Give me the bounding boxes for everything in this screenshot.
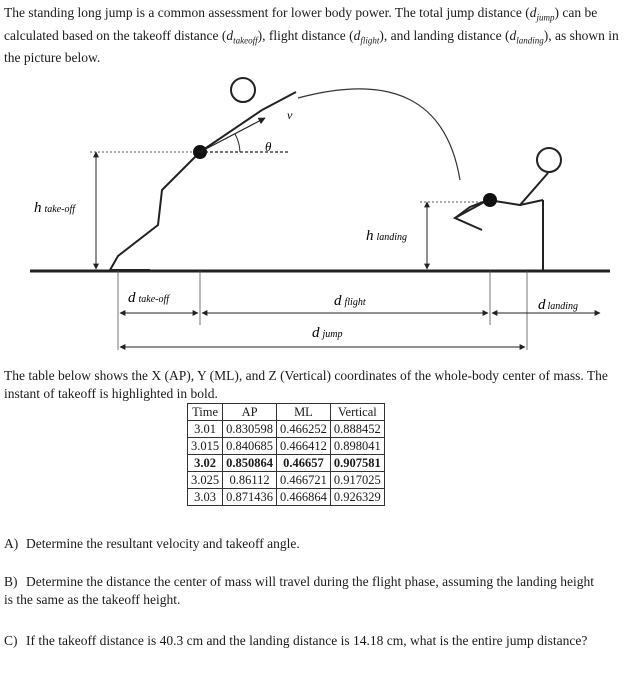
question-a-text: Determine the resultant velocity and takeoff angle. (26, 536, 300, 551)
question-b (4, 573, 604, 609)
table-cell: 3.01 (188, 421, 223, 438)
theta-label: θ (265, 139, 272, 154)
table-header-cell: Vertical (330, 404, 384, 421)
table-row (188, 489, 385, 506)
jump-diagram (0, 70, 627, 360)
intro-sub-landing: landing (516, 35, 544, 46)
landing-com-dot (483, 193, 497, 207)
table-row (188, 472, 385, 489)
question-a-label: A) (4, 536, 19, 551)
h-takeoff-label: htake-off (34, 200, 76, 216)
intro-text-5: ), as shown in the picture below. (4, 27, 619, 66)
table-row-takeoff (188, 455, 385, 472)
table-cell: 0.871436 (223, 489, 277, 506)
intro-sub-jump: jump (536, 12, 555, 23)
question-c-label: C) (4, 633, 18, 648)
intro-text-1: The standing long jump is a common assessment for lower body power. The total jump distance ( (4, 5, 530, 20)
table-header-cell: Time (188, 404, 223, 421)
table-cell: 0.466412 (277, 438, 331, 455)
table-cell: 0.840685 (223, 438, 277, 455)
question-b-label: B) (4, 574, 18, 589)
table-cell: 3.025 (188, 472, 223, 489)
table-cell: 3.015 (188, 438, 223, 455)
table-cell: 0.86112 (223, 472, 277, 489)
table-header-cell: ML (277, 404, 331, 421)
question-c-text: If the takeoff distance is 40.3 cm and the landing distance is 14.18 cm, what is the entire jump distance? (26, 633, 588, 648)
question-c (4, 632, 604, 650)
table-cell: 0.46657 (277, 455, 331, 472)
intro-text-2: ) can be calculated based on the takeoff distance ( (4, 5, 598, 43)
velocity-label: v (287, 108, 293, 122)
table-cell: 0.466252 (277, 421, 331, 438)
table-cell: 0.466721 (277, 472, 331, 489)
table-cell: 3.03 (188, 489, 223, 506)
table-cell: 3.02 (188, 455, 223, 472)
question-b-text: Determine the distance the center of mass will travel during the flight phase, assuming the landing height is the same as the takeoff height. (4, 574, 594, 607)
d-takeoff-label: dtake-off (128, 290, 170, 306)
question-a (4, 535, 604, 553)
table-row (188, 421, 385, 438)
d-jump-label: djump (312, 325, 343, 341)
intro-paragraph: The standing long jump is a common assessment for lower body power. The total jump distance $(d_{jump})$ can be calculated based on the takeoff distance $(d_{takeoff})$, flight distance $(d_{flight})$, and landing distance $(d_{landing})$, as shown in the picture below. (4, 5, 619, 66)
table-cell: 0.850864 (223, 455, 277, 472)
table-cell: 0.917025 (330, 472, 384, 489)
table-row (188, 438, 385, 455)
table-cell: 0.830598 (223, 421, 277, 438)
table-cell: 0.926329 (330, 489, 384, 506)
intro-text-3: ), flight distance ( (257, 27, 354, 43)
intro-text-4: ), and landing distance ( (379, 27, 510, 43)
table-header-cell: AP (223, 404, 277, 421)
table-cell: 0.907581 (330, 455, 384, 472)
intro-sub-takeoff: takeoff (233, 35, 258, 46)
table-cell: 0.898041 (330, 438, 384, 455)
velocity-arrow (200, 118, 265, 152)
landing-figure (455, 148, 561, 271)
intro-sub-flight: flight (360, 35, 380, 46)
flight-arc (298, 89, 460, 180)
d-landing-label: dlanding (538, 297, 579, 313)
takeoff-figure (110, 78, 296, 270)
d-flight-label: dflight (334, 293, 366, 309)
theta-arc (235, 134, 240, 152)
table-cell: 0.466864 (277, 489, 331, 506)
h-landing-label: hlanding (366, 228, 408, 244)
table-intro-paragraph: The table below shows the X (AP), Y (ML), and Z (Vertical) coordinates of the whole-body center of mass. The instant of takeoff is highlighted in bold. (4, 368, 608, 401)
com-coordinates-table (187, 403, 385, 506)
table-cell: 0.888452 (330, 421, 384, 438)
table-header-row (188, 404, 385, 421)
